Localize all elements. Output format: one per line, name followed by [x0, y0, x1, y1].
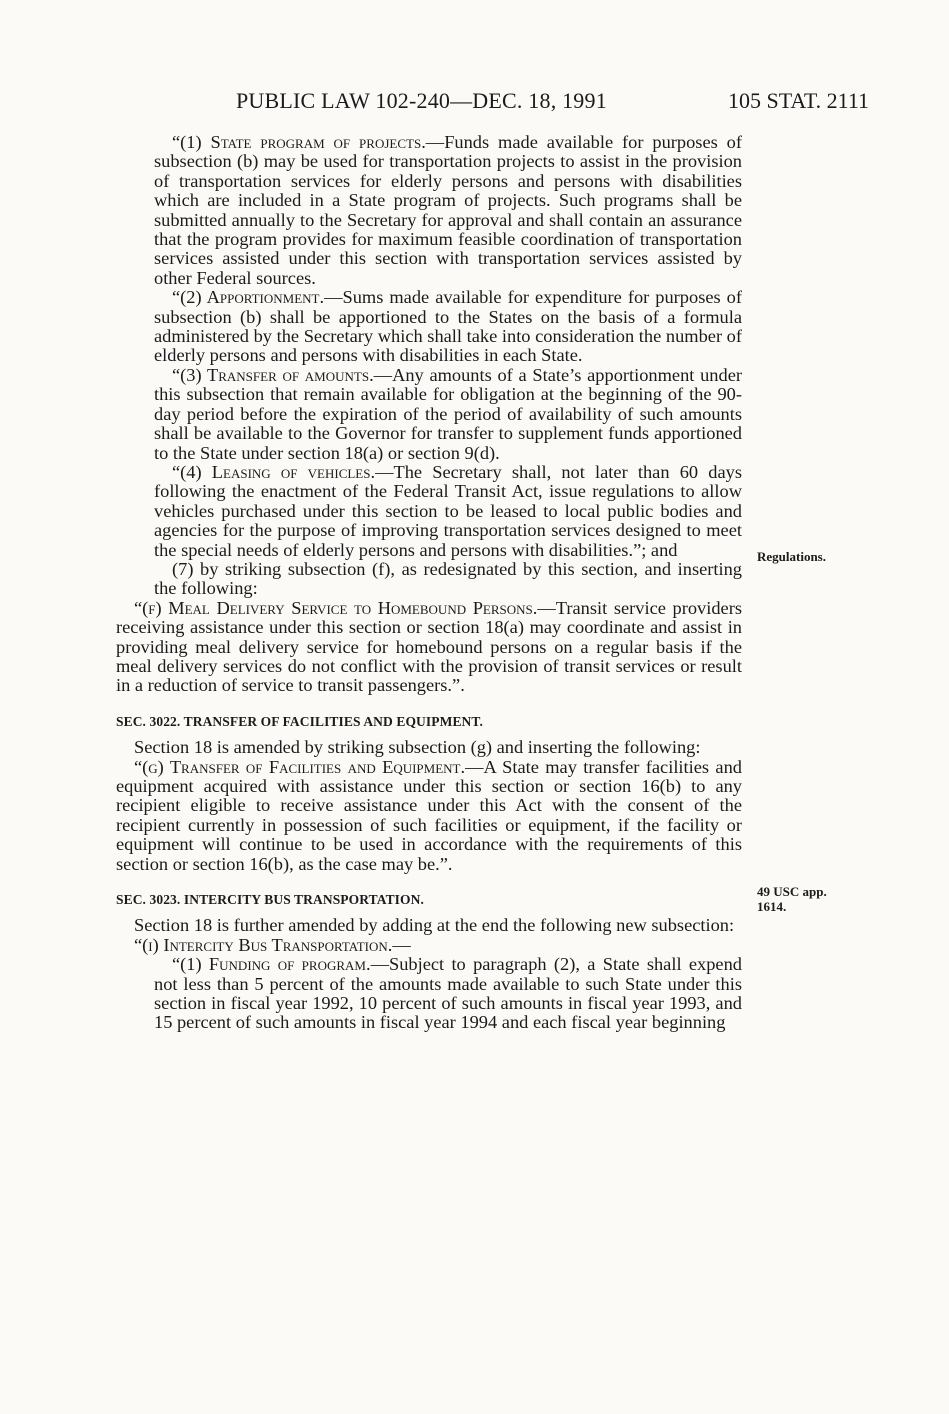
section-heading-3022: SEC. 3022. TRANSFER OF FACILITIES AND EQUIPMENT.	[116, 713, 483, 729]
paragraph-heading: “(3) Transfer of amounts.	[172, 364, 374, 385]
paragraph-leasing-of-vehicles	[116, 463, 742, 560]
paragraph-apportionment	[116, 288, 742, 366]
paragraph-text: —Any amounts of a State’s apportionment under this subsection that remain available for obligation at the beginning of the 90-day period before the expiration of the period of availability of such amounts shall be available to the Governor for transfer to supplement funds apportioned to the State under section 18(a) or section 9(d).	[154, 364, 742, 463]
paragraph-text: Section 18 is amended by striking subsection (g) and inserting the following:	[134, 737, 701, 758]
paragraph-section-3023	[116, 916, 742, 935]
section-heading-3023: SEC. 3023. INTERCITY BUS TRANSPORTATION.	[116, 892, 424, 908]
paragraph-state-program	[116, 133, 742, 288]
paragraph-text: —Sums made available for expenditure for purposes of subsection (b) shall be apportioned to the States on the basis of a formula administered by the Secretary which shall take into consideration the number of elderly persons and persons with disabilities in each State.	[154, 287, 742, 366]
paragraph-transfer-of-facilities	[116, 758, 742, 874]
paragraph-text: —The Secretary shall, not later than 60 days following the enactment of the Federal Transit Act, issue regulations to allow vehicles purchased under this section to be leased to local public bodies and agencies for the purpose of improving transportation services designed to meet the special needs of elderly persons and persons with disabilities.”; and	[154, 461, 742, 560]
paragraph-text: —A State may transfer facilities and equipment acquired with assistance under this section or section 16(b) to any recipient eligible to receive assistance under this Act with the consent of the recipient currently in possession of such facilities or equipment, if the facility or equipment will continue to be used in accordance with the requirements of this section or section 16(b), as the case may be.”.	[116, 756, 742, 874]
paragraph-heading: “(1) Funding of program.	[172, 954, 371, 975]
paragraph-text: —Transit service providers receiving assistance under this section or section 18(a) may coordinate and assist in providing meal delivery service for homebound persons on a regular basis if the meal delivery services do not conflict with the provision of transit services or result in a reduction of service to transit passengers.”.	[116, 597, 742, 696]
running-header-stat: 105 STAT. 2111	[728, 88, 870, 113]
paragraph-heading: “(f) Meal Delivery Service to Homebound Persons.	[134, 597, 538, 618]
paragraph-text: (7) by striking subsection (f), as redesignated by this section, and inserting the following:	[154, 558, 742, 599]
body-text	[116, 133, 742, 1033]
paragraph-meal-delivery	[116, 599, 742, 696]
paragraph-intercity-bus	[116, 936, 742, 955]
paragraph-heading: “(i) Intercity Bus Transportation.	[134, 934, 393, 955]
paragraph-item-7	[116, 560, 742, 599]
paragraph-funding-of-program	[116, 955, 742, 1033]
margin-note-usc: 49 USC app. 1614.	[757, 884, 827, 914]
paragraph-heading: “(g) Transfer of Facilities and Equipment.	[134, 756, 466, 777]
paragraph-section-3022	[116, 738, 742, 757]
paragraph-text: —Funds made available for purposes of subsection (b) may be used for transportation projects to assist in the provision of transportation services for elderly persons and persons with disabilities which are included in a State program of projects. Such programs shall be submitted annually to the Secretary for approval and shall contain an assurance that the program provides for maximum feasible coordination of transportation services assisted under this section with transportation services assisted by other Federal sources.	[154, 132, 742, 288]
paragraph-heading: “(2) Apportionment.	[172, 287, 325, 308]
running-header-title: PUBLIC LAW 102-240—DEC. 18, 1991	[236, 88, 607, 113]
margin-note-regulations: Regulations.	[757, 549, 826, 564]
paragraph-transfer-of-amounts	[116, 366, 742, 463]
paragraph-text: —	[392, 934, 411, 955]
paragraph-text: —Subject to paragraph (2), a State shall expend not less than 5 percent of the amounts made available to such State under this section in fiscal year 1992, 10 percent of such amounts in fiscal year 1993, and 15 percent of such amounts in fiscal year 1994 and each fiscal year beginning	[154, 954, 742, 1033]
paragraph-heading: “(4) Leasing of vehicles.	[172, 461, 376, 482]
paragraph-text: Section 18 is further amended by adding at the end the following new subsection:	[134, 915, 735, 936]
paragraph-heading: “(1) State program of projects.	[172, 132, 426, 152]
